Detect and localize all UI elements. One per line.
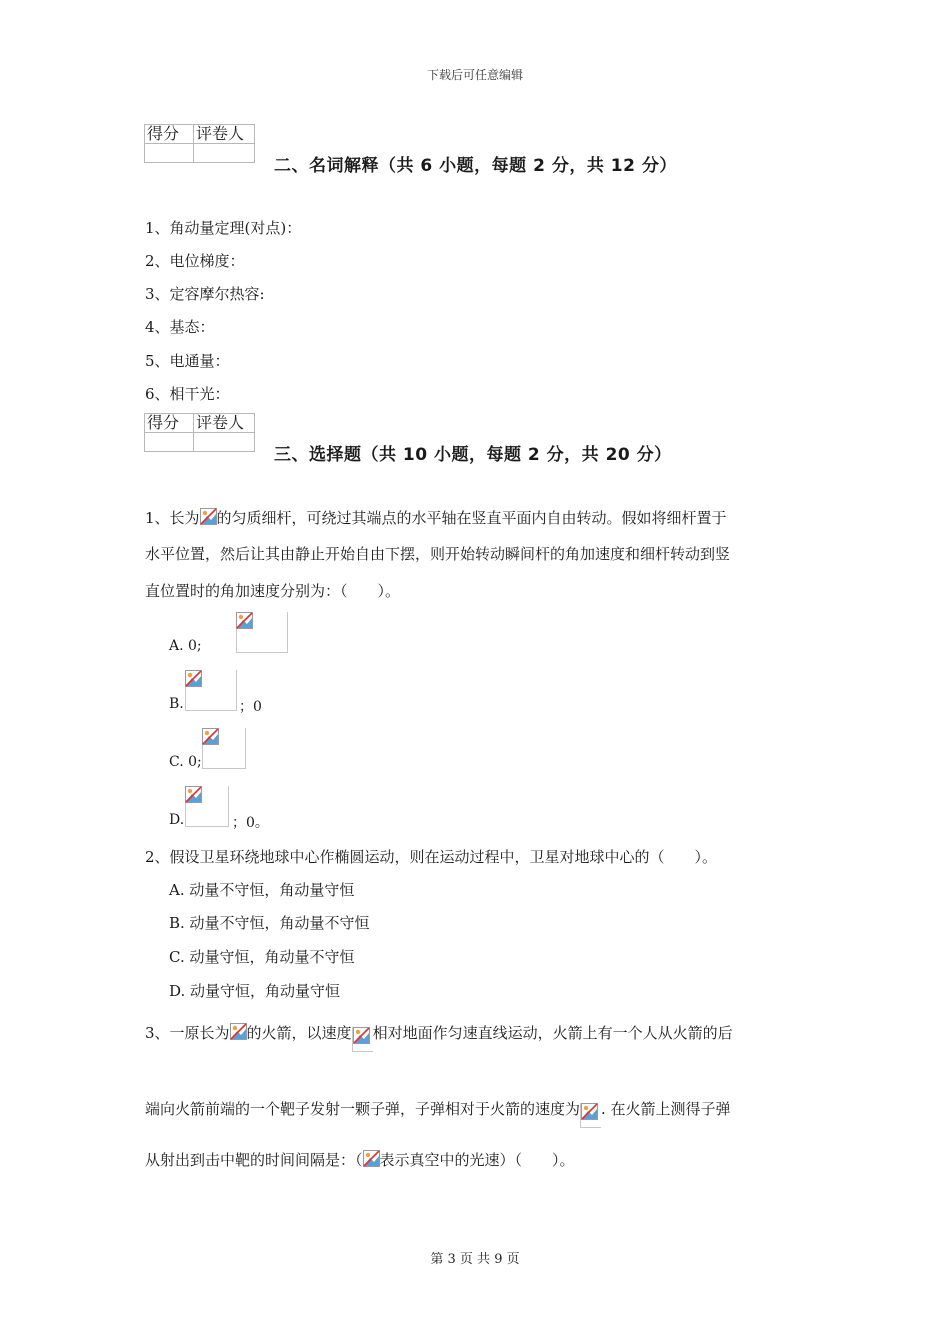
definition-item: 3、定容摩尔热容: (145, 285, 265, 303)
q1-line3: 直位置时的角加速度分别为：（ ）。 (145, 582, 401, 600)
q3-text: 相对地面作匀速直线运动，火箭上有一个人从火箭的后 (372, 1024, 733, 1042)
q2-option-a: A. 动量不守恒，角动量守恒 (169, 881, 355, 899)
formula-image-icon (352, 1027, 373, 1052)
score-box (144, 413, 255, 452)
grader-cell (194, 433, 255, 452)
definition-item: 6、相干光： (145, 385, 230, 403)
q1-line1 (145, 507, 727, 528)
formula-image-icon (185, 670, 202, 687)
q1-option-b-suffix: ；0 (239, 699, 262, 715)
q3-text: 的火箭，以速度 (246, 1024, 352, 1042)
definition-item: 5、电通量： (145, 352, 230, 370)
definition-item: 2、电位梯度： (145, 252, 245, 270)
q2-option-b: B. 动量不守恒，角动量不守恒 (169, 914, 370, 932)
section2-title: 二、名词解释（共 6 小题，每题 2 分，共 12 分） (274, 156, 677, 176)
score-label: 得分 (145, 414, 194, 433)
grader-label: 评卷人 (194, 414, 255, 433)
formula-image-icon (230, 1023, 247, 1040)
formula-image-icon (200, 508, 217, 525)
q3-text: 3、一原长为 (145, 1024, 230, 1042)
q3-text: . 在火箭上测得子弹 (601, 1100, 731, 1118)
q1-option-d-suffix: ；0。 (232, 815, 269, 831)
q1-option-c: C. 0; (169, 754, 202, 770)
definition-item: 4、基态： (145, 318, 215, 336)
formula-image-icon (236, 612, 253, 629)
q3-text: 端向火箭前端的一个靶子发射一颗子弹，子弹相对于火箭的速度为 (145, 1100, 581, 1118)
formula-image-icon (185, 786, 202, 803)
q1-option-b-label: B. (169, 696, 184, 712)
section3-title: 三、选择题（共 10 小题，每题 2 分，共 20 分） (274, 445, 672, 465)
q2-option-d: D. 动量守恒，角动量守恒 (169, 982, 341, 1000)
score-box (144, 124, 255, 163)
q1-text: 的匀质细杆，可绕过其端点的水平轴在竖直平面内自由转动。假如将细杆置于 (216, 509, 727, 527)
q1-option-a: A. 0; (169, 638, 202, 654)
formula-image-icon (363, 1150, 380, 1167)
q1-option-d-label: D. (169, 812, 185, 828)
formula-image-icon (580, 1103, 601, 1128)
score-label: 得分 (145, 125, 194, 144)
score-cell (145, 144, 194, 163)
definition-item: 1、角动量定理(对点)： (145, 219, 302, 237)
q3-line1 (145, 1022, 733, 1052)
q1-text: 1、长为 (145, 509, 200, 527)
q3-text: 表示真空中的光速）（ ）。 (379, 1151, 575, 1169)
grader-label: 评卷人 (194, 125, 255, 144)
q2-option-c: C. 动量守恒，角动量不守恒 (169, 948, 355, 966)
page-footer: 第 3 页 共 9 页 (430, 1252, 520, 1267)
q3-text: 从射出到击中靶的时间间隔是：（ (145, 1151, 363, 1169)
q1-line2: 水平位置，然后让其由静止开始自由下摆，则开始转动瞬间杆的角加速度和细杆转动到竖 (145, 545, 731, 563)
score-cell (145, 433, 194, 452)
q2-stem: 2、假设卫星环绕地球中心作椭圆运动，则在运动过程中，卫星对地球中心的（ ）。 (145, 848, 718, 866)
grader-cell (194, 144, 255, 163)
q3-line2 (145, 1098, 731, 1128)
q3-line3 (145, 1149, 575, 1170)
formula-image-icon (202, 728, 219, 745)
page-header: 下载后可任意编辑 (426, 68, 523, 82)
